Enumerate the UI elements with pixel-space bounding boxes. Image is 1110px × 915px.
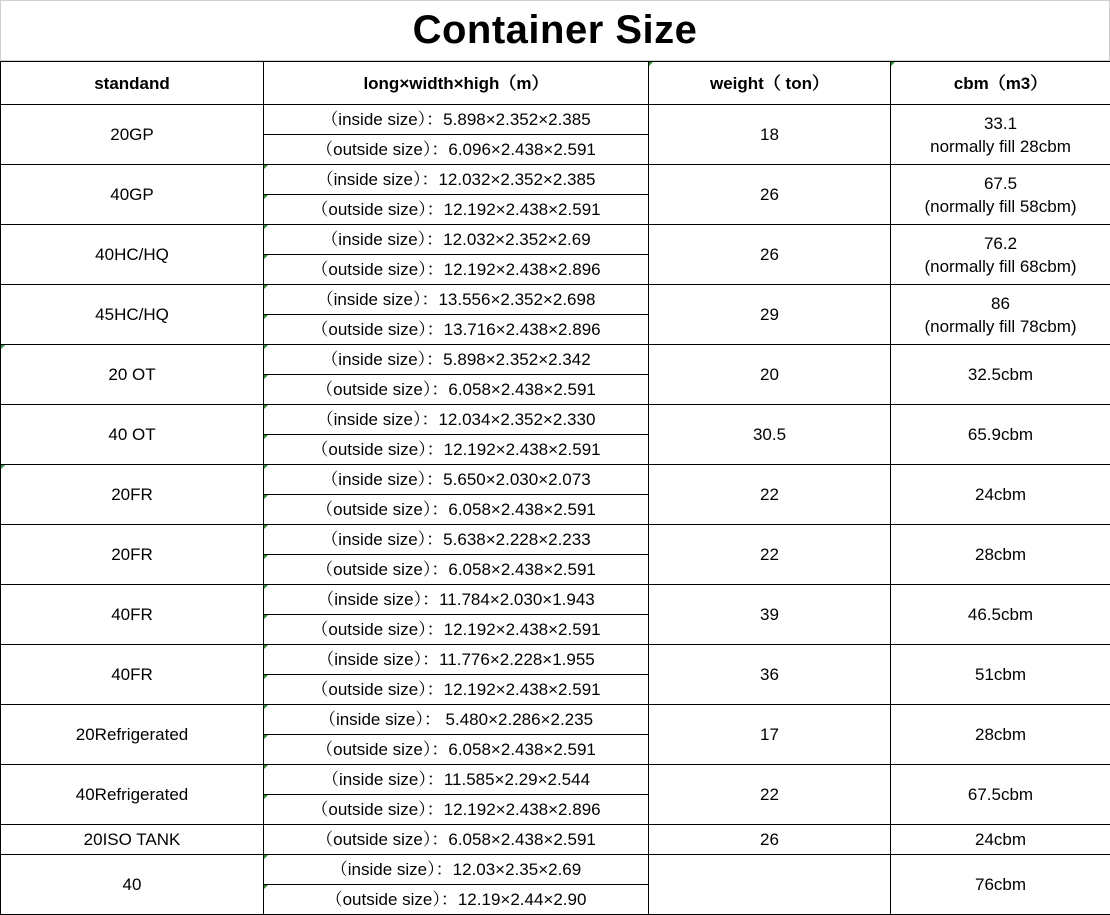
cbm-cell bbox=[891, 165, 1110, 225]
cbm-cell: 46.5cbm bbox=[891, 585, 1110, 645]
outside-size-cell: （outside size）：12.192×2.438×2.591 bbox=[264, 615, 649, 645]
inside-size-cell: （inside size）： 5.480×2.286×2.235 bbox=[264, 705, 649, 735]
cbm-note: (normally fill 68cbm) bbox=[924, 256, 1077, 276]
table-row bbox=[1, 345, 1110, 375]
cbm-value: 86 bbox=[991, 293, 1010, 313]
standard-cell: 40GP bbox=[1, 165, 264, 225]
outside-size-cell: （outside size）：12.192×2.438×2.591 bbox=[264, 435, 649, 465]
outside-size-cell: （outside size）：6.058×2.438×2.591 bbox=[264, 495, 649, 525]
weight-cell: 22 bbox=[649, 525, 891, 585]
weight-cell: 22 bbox=[649, 465, 891, 525]
sheet-title: Container Size bbox=[0, 0, 1110, 61]
cbm-cell: 32.5cbm bbox=[891, 345, 1110, 405]
table-row bbox=[1, 525, 1110, 555]
header-row bbox=[1, 62, 1110, 105]
outside-size-cell: （outside size）：6.096×2.438×2.591 bbox=[264, 135, 649, 165]
standard-cell: 40FR bbox=[1, 585, 264, 645]
inside-size-cell: （inside size）：5.898×2.352×2.385 bbox=[264, 105, 649, 135]
table-row bbox=[1, 705, 1110, 735]
table-row bbox=[1, 165, 1110, 195]
standard-cell: 20 OT bbox=[1, 345, 264, 405]
cbm-note: (normally fill 58cbm) bbox=[924, 196, 1077, 216]
outside-size-cell: （outside size）：12.192×2.438×2.591 bbox=[264, 675, 649, 705]
outside-size-cell: （outside size）：6.058×2.438×2.591 bbox=[264, 825, 649, 855]
standard-cell: 40FR bbox=[1, 645, 264, 705]
outside-size-cell: （outside size）：12.192×2.438×2.896 bbox=[264, 255, 649, 285]
weight-cell: 30.5 bbox=[649, 405, 891, 465]
standard-cell: 40 bbox=[1, 855, 264, 915]
standard-cell: 40HC/HQ bbox=[1, 225, 264, 285]
outside-size-cell: （outside size）：13.716×2.438×2.896 bbox=[264, 315, 649, 345]
cbm-cell bbox=[891, 225, 1110, 285]
standard-cell: 40Refrigerated bbox=[1, 765, 264, 825]
weight-cell: 20 bbox=[649, 345, 891, 405]
outside-size-cell: （outside size）：12.192×2.438×2.591 bbox=[264, 195, 649, 225]
standard-cell: 20FR bbox=[1, 525, 264, 585]
cbm-cell bbox=[891, 105, 1110, 165]
inside-size-cell: （inside size）：12.03×2.35×2.69 bbox=[264, 855, 649, 885]
outside-size-cell: （outside size）：6.058×2.438×2.591 bbox=[264, 555, 649, 585]
table-row bbox=[1, 285, 1110, 315]
cbm-note: normally fill 28cbm bbox=[930, 136, 1071, 156]
outside-size-cell: （outside size）：12.192×2.438×2.896 bbox=[264, 795, 649, 825]
inside-size-cell: （inside size）：11.585×2.29×2.544 bbox=[264, 765, 649, 795]
standard-cell: 20GP bbox=[1, 105, 264, 165]
inside-size-cell: （inside size）：11.784×2.030×1.943 bbox=[264, 585, 649, 615]
cbm-note: (normally fill 78cbm) bbox=[924, 316, 1077, 336]
outside-size-cell: （outside size）：12.19×2.44×2.90 bbox=[264, 885, 649, 915]
weight-cell bbox=[649, 855, 891, 915]
outside-size-cell: （outside size）：6.058×2.438×2.591 bbox=[264, 375, 649, 405]
header-cbm: cbm（m3） bbox=[891, 62, 1110, 105]
weight-cell: 18 bbox=[649, 105, 891, 165]
cbm-cell: 28cbm bbox=[891, 705, 1110, 765]
weight-cell: 26 bbox=[649, 225, 891, 285]
weight-cell: 29 bbox=[649, 285, 891, 345]
cbm-cell: 24cbm bbox=[891, 465, 1110, 525]
standard-cell: 20Refrigerated bbox=[1, 705, 264, 765]
cbm-cell bbox=[891, 285, 1110, 345]
header-weight: weight（ ton） bbox=[649, 62, 891, 105]
cbm-cell: 51cbm bbox=[891, 645, 1110, 705]
weight-cell: 36 bbox=[649, 645, 891, 705]
table-row bbox=[1, 405, 1110, 435]
container-size-table bbox=[0, 61, 1110, 915]
cbm-cell: 76cbm bbox=[891, 855, 1110, 915]
cbm-value: 67.5 bbox=[983, 173, 1018, 193]
cbm-cell: 67.5cbm bbox=[891, 765, 1110, 825]
weight-cell: 22 bbox=[649, 765, 891, 825]
inside-size-cell: （inside size）：12.032×2.352×2.385 bbox=[264, 165, 649, 195]
standard-cell: 40 OT bbox=[1, 405, 264, 465]
weight-cell: 39 bbox=[649, 585, 891, 645]
table-row bbox=[1, 825, 1110, 855]
cbm-cell: 28cbm bbox=[891, 525, 1110, 585]
table-body bbox=[1, 105, 1110, 915]
inside-size-cell: （inside size）：5.650×2.030×2.073 bbox=[264, 465, 649, 495]
cbm-value: 76.2 bbox=[983, 233, 1018, 253]
standard-cell: 20ISO TANK bbox=[1, 825, 264, 855]
inside-size-cell: （inside size）：5.638×2.228×2.233 bbox=[264, 525, 649, 555]
header-standard: standand bbox=[1, 62, 264, 105]
table-row bbox=[1, 765, 1110, 795]
table-row bbox=[1, 855, 1110, 885]
outside-size-cell: （outside size）：6.058×2.438×2.591 bbox=[264, 735, 649, 765]
inside-size-cell: （inside size）：13.556×2.352×2.698 bbox=[264, 285, 649, 315]
table-row bbox=[1, 645, 1110, 675]
weight-cell: 26 bbox=[649, 825, 891, 855]
inside-size-cell: （inside size）：12.032×2.352×2.69 bbox=[264, 225, 649, 255]
inside-size-cell: （inside size）：11.776×2.228×1.955 bbox=[264, 645, 649, 675]
cbm-value: 33.1 bbox=[983, 113, 1018, 133]
inside-size-cell: （inside size）：5.898×2.352×2.342 bbox=[264, 345, 649, 375]
header-dimensions: long×width×high（m） bbox=[264, 62, 649, 105]
weight-cell: 26 bbox=[649, 165, 891, 225]
cbm-cell: 24cbm bbox=[891, 825, 1110, 855]
standard-cell: 20FR bbox=[1, 465, 264, 525]
table-row bbox=[1, 225, 1110, 255]
inside-size-cell: （inside size）：12.034×2.352×2.330 bbox=[264, 405, 649, 435]
table-row bbox=[1, 105, 1110, 135]
weight-cell: 17 bbox=[649, 705, 891, 765]
cbm-cell: 65.9cbm bbox=[891, 405, 1110, 465]
table-row bbox=[1, 585, 1110, 615]
table-row bbox=[1, 465, 1110, 495]
standard-cell: 45HC/HQ bbox=[1, 285, 264, 345]
